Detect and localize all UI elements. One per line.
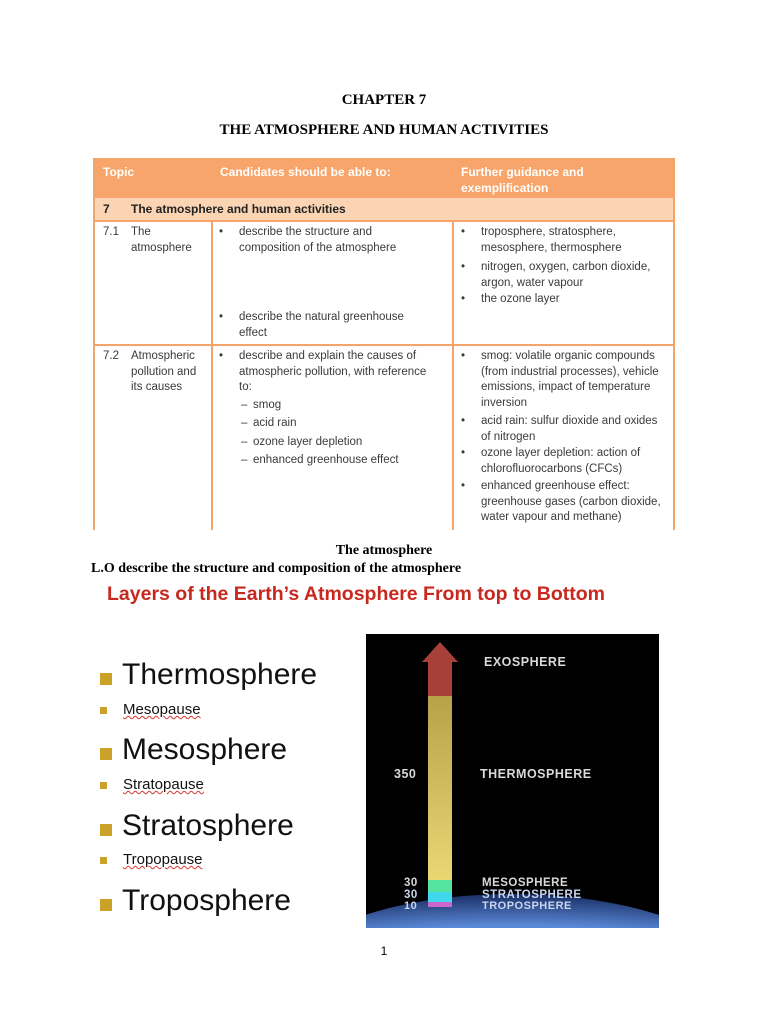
header-topic: Topic — [103, 165, 135, 179]
mesosphere-number: 30 — [404, 877, 418, 889]
table-header-row — [95, 158, 673, 198]
thermosphere-bar — [428, 696, 452, 880]
list-item: • describe the structure and composition of the atmosphere — [239, 225, 396, 256]
header-candidates: Candidates should be able to: — [220, 165, 391, 179]
slide-title: Layers of the Earth’s Atmosphere From top to Bottom — [107, 583, 606, 605]
sub-list-item: – smog — [253, 398, 281, 414]
header-guidance — [461, 164, 584, 196]
table-section-row — [95, 198, 673, 220]
layer-label: Mesosphere — [122, 733, 288, 766]
mesosphere-label: MESOSPHERE — [482, 877, 569, 889]
layer-label: Mesopause — [123, 701, 201, 718]
syllabus-table — [93, 158, 675, 530]
layer-label: Thermosphere — [122, 658, 318, 691]
exosphere-bar — [428, 662, 452, 696]
topic-line: pollution and — [131, 365, 197, 378]
row-divider — [95, 344, 673, 346]
chapter-label: CHAPTER 7 — [341, 92, 427, 108]
thermosphere-label: THERMOSPHERE — [480, 767, 592, 781]
column-divider — [452, 220, 454, 530]
square-bullet-icon — [100, 782, 107, 789]
header-guidance-line2: exemplification — [461, 181, 549, 195]
list-item: • nitrogen, oxygen, carbon dioxide, argon, water vapour — [481, 260, 650, 291]
sub-list-item: – enhanced greenhouse effect — [253, 453, 399, 469]
stratosphere-bar — [428, 892, 452, 902]
topic-line: its causes — [131, 381, 183, 393]
stratosphere-number: 30 — [404, 889, 418, 901]
row-divider — [95, 220, 673, 222]
chapter-title: THE ATMOSPHERE AND HUMAN ACTIVITIES — [219, 122, 549, 138]
thermosphere-number: 350 — [394, 767, 417, 781]
troposphere-number: 10 — [404, 900, 418, 912]
topic-line: Atmospheric — [131, 350, 195, 362]
header-guidance-line1: Further guidance and — [461, 165, 584, 179]
mesosphere-bar — [428, 880, 452, 892]
layer-label: Stratosphere — [122, 809, 294, 842]
topic-line: atmosphere — [131, 241, 192, 254]
troposphere-label: TROPOSPHERE — [482, 900, 572, 912]
section-heading: The atmosphere — [335, 543, 433, 558]
list-item: • enhanced greenhouse effect: greenhouse gases (carbon dioxide, water vapour and methane) — [481, 479, 661, 526]
topic-line: The — [131, 226, 151, 238]
row-topic — [131, 225, 192, 256]
list-item: • describe and explain the causes of atmospheric pollution, with reference to: — [239, 349, 426, 396]
row-number: 7.1 — [103, 226, 119, 238]
sub-list-item: – ozone layer depletion — [253, 435, 362, 451]
list-item: • troposphere, stratosphere, mesosphere, thermosphere — [481, 225, 622, 256]
list-item: • acid rain: sulfur dioxide and oxides of nitrogen — [481, 414, 657, 445]
list-item: • smog: volatile organic compounds (from industrial processes), vehicle emissions, impact of temperature inversion — [481, 349, 659, 411]
row-number: 7.2 — [103, 350, 119, 362]
square-bullet-icon — [100, 707, 107, 714]
section-number: 7 — [103, 202, 110, 216]
page-number: 1 — [380, 944, 388, 958]
troposphere-bar — [428, 902, 452, 907]
layer-label: Stratopause — [123, 776, 204, 793]
row-topic — [131, 349, 196, 396]
learning-objective: L.O describe the structure and composition of the atmosphere — [91, 561, 462, 576]
list-item: • describe the natural greenhouse effect — [239, 310, 404, 341]
list-item: • the ozone layer — [481, 292, 560, 308]
square-bullet-icon — [100, 748, 112, 760]
section-title: The atmosphere and human activities — [131, 202, 346, 216]
stratosphere-label: STRATOSPHERE — [482, 889, 582, 901]
layer-label: Troposphere — [122, 884, 291, 917]
column-divider — [211, 220, 213, 530]
square-bullet-icon — [100, 899, 112, 911]
list-item: • ozone layer depletion: action of chlorofluorocarbons (CFCs) — [481, 446, 640, 477]
square-bullet-icon — [100, 673, 112, 685]
atmosphere-layers-graphic — [366, 634, 659, 928]
square-bullet-icon — [100, 857, 107, 864]
square-bullet-icon — [100, 824, 112, 836]
sub-list-item: – acid rain — [253, 416, 296, 432]
exosphere-label: EXOSPHERE — [484, 655, 567, 669]
layer-label: Tropopause — [123, 851, 203, 868]
